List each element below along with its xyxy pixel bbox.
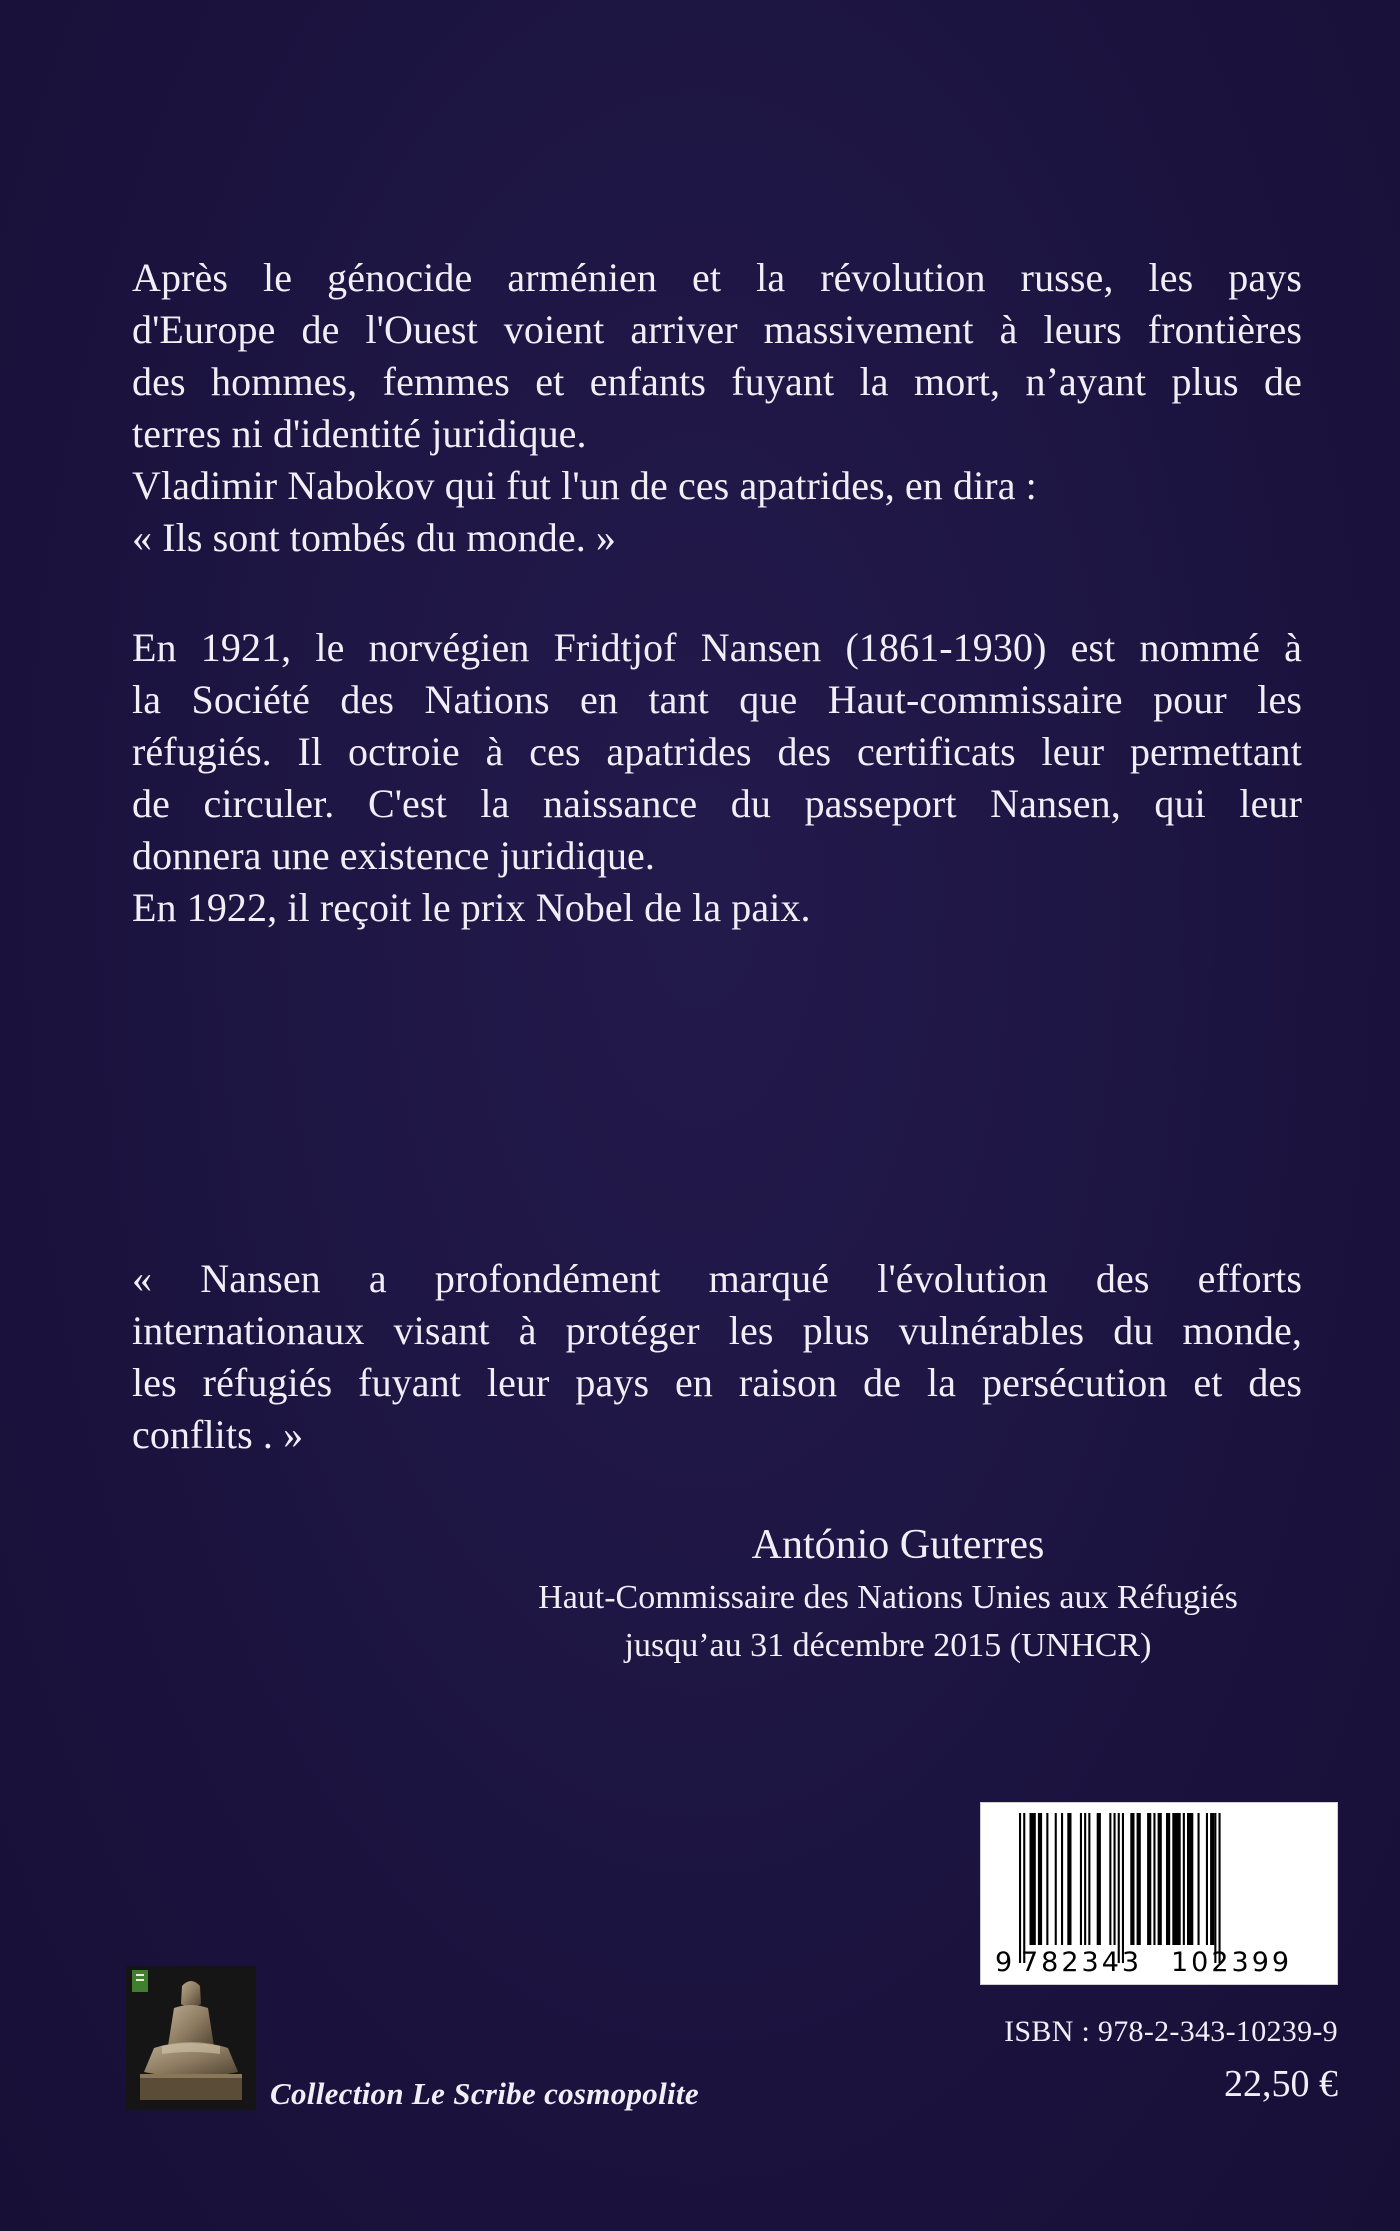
barcode-bar xyxy=(1198,1813,1200,1945)
barcode-bar xyxy=(1172,1813,1180,1945)
text-line: terres ni d'identité juridique. xyxy=(132,411,587,456)
barcode-graphic xyxy=(981,1803,1337,1984)
nansen-paragraph xyxy=(132,622,1302,934)
text-line: la Société des Nations en tant que Haut-commissaire pour les xyxy=(132,677,1302,722)
quote-attribution xyxy=(488,1516,1288,1670)
text-line: Vladimir Nabokov qui fut l'un de ces apatrides, en dira : xyxy=(132,463,1037,508)
barcode-bar xyxy=(1030,1813,1036,1945)
text-line: d'Europe de l'Ouest voient arriver massivement à leurs frontières xyxy=(132,307,1302,352)
barcode-bar xyxy=(1084,1813,1086,1945)
barcode-bar xyxy=(1046,1813,1048,1945)
barcode-bar xyxy=(1114,1813,1116,1945)
text-line: « Ils sont tombés du monde. » xyxy=(132,515,616,560)
barcode-bar xyxy=(1147,1813,1151,1945)
barcode-bar xyxy=(1118,1813,1120,1963)
attribution-name: António Guterres xyxy=(751,1522,1045,1568)
text-line: conflits . » xyxy=(132,1412,304,1457)
barcode-right-group: 102399 xyxy=(1171,1947,1293,1978)
barcode-bar xyxy=(1038,1813,1042,1945)
barcode-bar xyxy=(1109,1813,1111,1945)
text-line: internationaux visant à protéger les plus vulnérables du monde, xyxy=(132,1308,1302,1353)
barcode-first-digit: 9 xyxy=(995,1947,1013,1978)
barcode-bar xyxy=(1158,1813,1162,1945)
barcode xyxy=(980,1802,1338,1985)
barcode-bar xyxy=(1055,1813,1057,1945)
text-line: réfugiés. Il octroie à ces apatrides des certificats leur permettant xyxy=(132,729,1302,774)
barcode-bar xyxy=(1183,1813,1185,1945)
barcode-bar xyxy=(1097,1813,1101,1945)
guterres-quote xyxy=(132,1253,1302,1461)
barcode-bar xyxy=(1023,1813,1025,1963)
barcode-left-group: 782343 xyxy=(1021,1947,1143,1978)
text-line: Après le génocide arménien et la révolution russe, les pays xyxy=(132,255,1302,300)
barcode-bars xyxy=(1019,1813,1221,1963)
text-line: En 1921, le norvégien Fridtjof Nansen (1861-1930) est nommé à xyxy=(132,625,1302,670)
barcode-bar xyxy=(1080,1813,1082,1945)
barcode-bar xyxy=(1219,1813,1221,1963)
text-line: les réfugiés fuyant leur pays en raison de la persécution et des xyxy=(132,1360,1302,1405)
collection-name: Collection Le Scribe cosmopolite xyxy=(270,2076,699,2111)
barcode-bar xyxy=(1067,1813,1071,1945)
barcode-bar xyxy=(1206,1813,1208,1945)
intro-paragraph xyxy=(132,252,1302,564)
barcode-bar xyxy=(1210,1813,1214,1945)
text-line: En 1922, il reçoit le prix Nobel de la paix. xyxy=(132,885,811,930)
text-line: des hommes, femmes et enfants fuyant la mort, n’ayant plus de xyxy=(132,359,1302,404)
barcode-bar xyxy=(1166,1813,1170,1945)
barcode-bar xyxy=(1019,1813,1021,1963)
attribution-role-date: jusqu’au 31 décembre 2015 (UNHCR) xyxy=(624,1627,1152,1664)
seated-scribe-statue-icon xyxy=(126,1966,256,2110)
barcode-bar xyxy=(1130,1813,1134,1945)
barcode-bar xyxy=(1137,1813,1141,1945)
barcode-bar xyxy=(1061,1813,1063,1945)
text-line: de circuler. C'est la naissance du passeport Nansen, qui leur xyxy=(132,781,1302,826)
text-line: « Nansen a profondément marqué l'évolution des efforts xyxy=(132,1256,1302,1301)
barcode-bar xyxy=(1088,1813,1090,1945)
text-line: donnera une existence juridique. xyxy=(132,833,656,878)
price: 22,50 € xyxy=(1224,2063,1338,2105)
barcode-bar xyxy=(1122,1813,1124,1963)
barcode-bar xyxy=(1187,1813,1193,1945)
isbn-number: ISBN : 978-2-343-10239-9 xyxy=(1004,2015,1338,2048)
barcode-bar xyxy=(1153,1813,1155,1945)
barcode-bar xyxy=(1214,1813,1216,1963)
attribution-role: Haut-Commissaire des Nations Unies aux Réfugiés xyxy=(538,1579,1238,1616)
